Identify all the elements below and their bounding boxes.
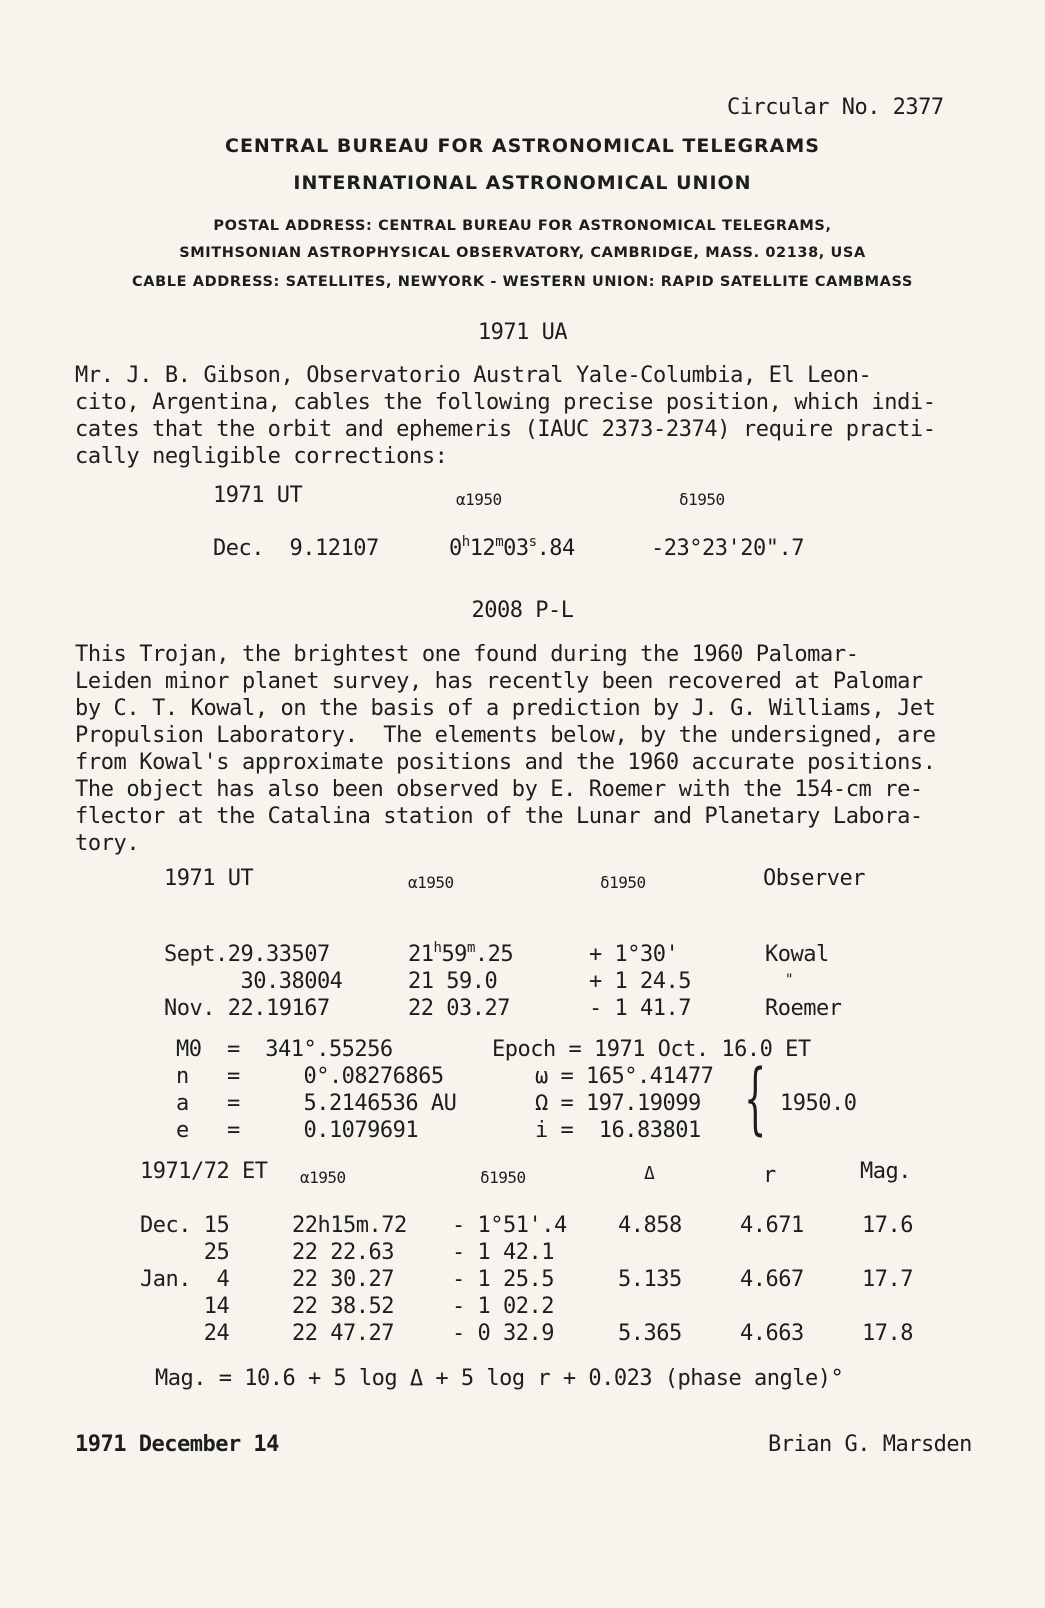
ut-header: 1971 UT xyxy=(213,483,303,508)
ephem-r: 4.663 xyxy=(740,1321,804,1346)
obs-dec: + 1 24.5 xyxy=(589,969,691,994)
paragraph-line: cito, Argentina, cables the following precise position, which indi- xyxy=(75,390,936,415)
ephem-dec: - 0 32.9 xyxy=(452,1321,554,1346)
element-mean-motion: n = 0°.08276865 xyxy=(176,1064,444,1089)
circular-date: 1971 December 14 xyxy=(75,1432,279,1457)
postal-address-line-1: POSTAL ADDRESS: CENTRAL BUREAU FOR ASTRONOMICAL TELEGRAMS, xyxy=(213,218,832,234)
obs-ra: 21$^h$59$^m$.25 xyxy=(408,940,514,967)
element-equinox: 1950.0 xyxy=(780,1091,857,1116)
ephem-date: 14 xyxy=(140,1294,230,1319)
paragraph-line: by C. T. Kowal, on the basis of a prediction by J. G. Williams, Jet xyxy=(75,696,936,721)
element-perihelion: ω = 165°.41477 xyxy=(535,1064,714,1089)
cable-address: CABLE ADDRESS: SATELLITES, NEWYORK - WESTERN UNION: RAPID SATELLITE CAMBMASS xyxy=(132,274,913,290)
magnitude-formula: Mag. = 10.6 + 5 log Δ + 5 log r + 0.023 (phase angle)° xyxy=(155,1366,844,1391)
ephem-delta: 4.858 xyxy=(618,1213,682,1238)
ephem-dec: - 1 25.5 xyxy=(452,1267,554,1292)
ephem-mag: 17.8 xyxy=(862,1321,913,1346)
ephem-dec: - 1 42.1 xyxy=(452,1240,554,1265)
ephem-delta-header: Δ xyxy=(644,1163,655,1184)
bureau-title: CENTRAL BUREAU FOR ASTRONOMICAL TELEGRAMS xyxy=(225,135,820,157)
ra-header: α1950 xyxy=(456,490,502,509)
ephem-et-header: 1971/72 ET xyxy=(140,1159,268,1184)
union-title: INTERNATIONAL ASTRONOMICAL UNION xyxy=(293,172,752,194)
element-mean-anomaly: M0 = 341°.55256 xyxy=(176,1037,393,1062)
brace-icon: { xyxy=(744,1054,767,1144)
dec-header: δ1950 xyxy=(679,490,725,509)
obs-observer-ditto: " xyxy=(785,972,793,988)
ephem-mag-header: Mag. xyxy=(860,1159,911,1184)
ephem-date: 25 xyxy=(140,1240,230,1265)
ephem-ra: 22h15m.72 xyxy=(292,1213,407,1238)
paragraph-line: cally negligible corrections: xyxy=(75,444,448,469)
element-eccentricity: e = 0.1079691 xyxy=(176,1118,419,1143)
paragraph-line: Propulsion Laboratory. The elements below, by the undersigned, are xyxy=(75,723,936,748)
ephem-dec: - 1 02.2 xyxy=(452,1294,554,1319)
paragraph-line: tory. xyxy=(75,831,140,856)
section2-paragraph xyxy=(75,641,985,857)
paragraph-line: The object has also been observed by E. Roemer with the 154-cm re- xyxy=(75,777,923,802)
ephem-r-header: r xyxy=(763,1163,776,1188)
obs-ra: 21 59.0 xyxy=(408,969,498,994)
paragraph-line: cates that the orbit and ephemeris (IAUC 2373-2374) require practi- xyxy=(75,417,936,442)
ephem-ra: 22 38.52 xyxy=(292,1294,394,1319)
ephem-ra: 22 22.63 xyxy=(292,1240,394,1265)
ephem-dec-header: δ1950 xyxy=(480,1168,526,1187)
ephem-delta: 5.135 xyxy=(618,1267,682,1292)
element-node: Ω = 197.19099 xyxy=(535,1091,701,1116)
ephem-ra-header: α1950 xyxy=(300,1168,346,1187)
observation-date: Dec. 9.12107 xyxy=(213,536,379,561)
paragraph-line: Mr. J. B. Gibson, Observatorio Austral Yale-Columbia, El Leon- xyxy=(75,363,872,388)
ephem-date: Dec. 15 xyxy=(140,1213,230,1238)
paragraph-line: This Trojan, the brightest one found during the 1960 Palomar- xyxy=(75,642,859,667)
paragraph-line: from Kowal's approximate positions and the 1960 accurate positions. xyxy=(75,750,936,775)
obs-dec-header: δ1950 xyxy=(600,873,646,892)
ephem-delta: 5.365 xyxy=(618,1321,682,1346)
obs-date: Nov. 22.19167 xyxy=(164,996,330,1021)
section-title-1971-ua: 1971 UA xyxy=(477,320,568,345)
element-epoch: Epoch = 1971 Oct. 16.0 ET xyxy=(492,1037,811,1062)
obs-ut-header: 1971 UT xyxy=(164,866,254,891)
section-title-2008-pl: 2008 P-L xyxy=(471,598,574,623)
obs-observer-header: Observer xyxy=(763,866,865,891)
paragraph-line: flector at the Catalina station of the Lunar and Planetary Labora- xyxy=(75,804,923,829)
ephem-ra: 22 47.27 xyxy=(292,1321,394,1346)
ephem-r: 4.667 xyxy=(740,1267,804,1292)
observation-dec: -23°23'20".7 xyxy=(651,536,804,561)
ephem-r: 4.671 xyxy=(740,1213,804,1238)
obs-ra-header: α1950 xyxy=(408,873,454,892)
paragraph-line: Leiden minor planet survey, has recently been recovered at Palomar xyxy=(75,669,923,694)
section1-paragraph xyxy=(75,362,985,470)
obs-date: Sept.29.33507 xyxy=(164,942,330,967)
postal-address-line-2: SMITHSONIAN ASTROPHYSICAL OBSERVATORY, CAMBRIDGE, MASS. 02138, USA xyxy=(179,245,866,261)
ephem-ra: 22 30.27 xyxy=(292,1267,394,1292)
element-semi-major-axis: a = 5.2146536 AU xyxy=(176,1091,457,1116)
obs-dec: - 1 41.7 xyxy=(589,996,691,1021)
obs-observer: Roemer xyxy=(765,996,842,1021)
circular-number: Circular No. 2377 xyxy=(727,95,944,120)
obs-date: 30.38004 xyxy=(164,969,343,994)
element-inclination: i = 16.83801 xyxy=(535,1118,701,1143)
ephem-date: 24 xyxy=(140,1321,230,1346)
ephem-mag: 17.6 xyxy=(862,1213,913,1238)
obs-observer: Kowal xyxy=(765,942,829,967)
ephem-date: Jan. 4 xyxy=(140,1267,230,1292)
ephem-dec: - 1°51'.4 xyxy=(452,1213,567,1238)
obs-dec: + 1°30' xyxy=(589,942,679,967)
observation-ra: 0$^h$12$^m$03$^s$.84 xyxy=(449,534,575,561)
author-signature: Brian G. Marsden xyxy=(768,1432,972,1457)
obs-ra: 22 03.27 xyxy=(408,996,510,1021)
ephem-mag: 17.7 xyxy=(862,1267,913,1292)
